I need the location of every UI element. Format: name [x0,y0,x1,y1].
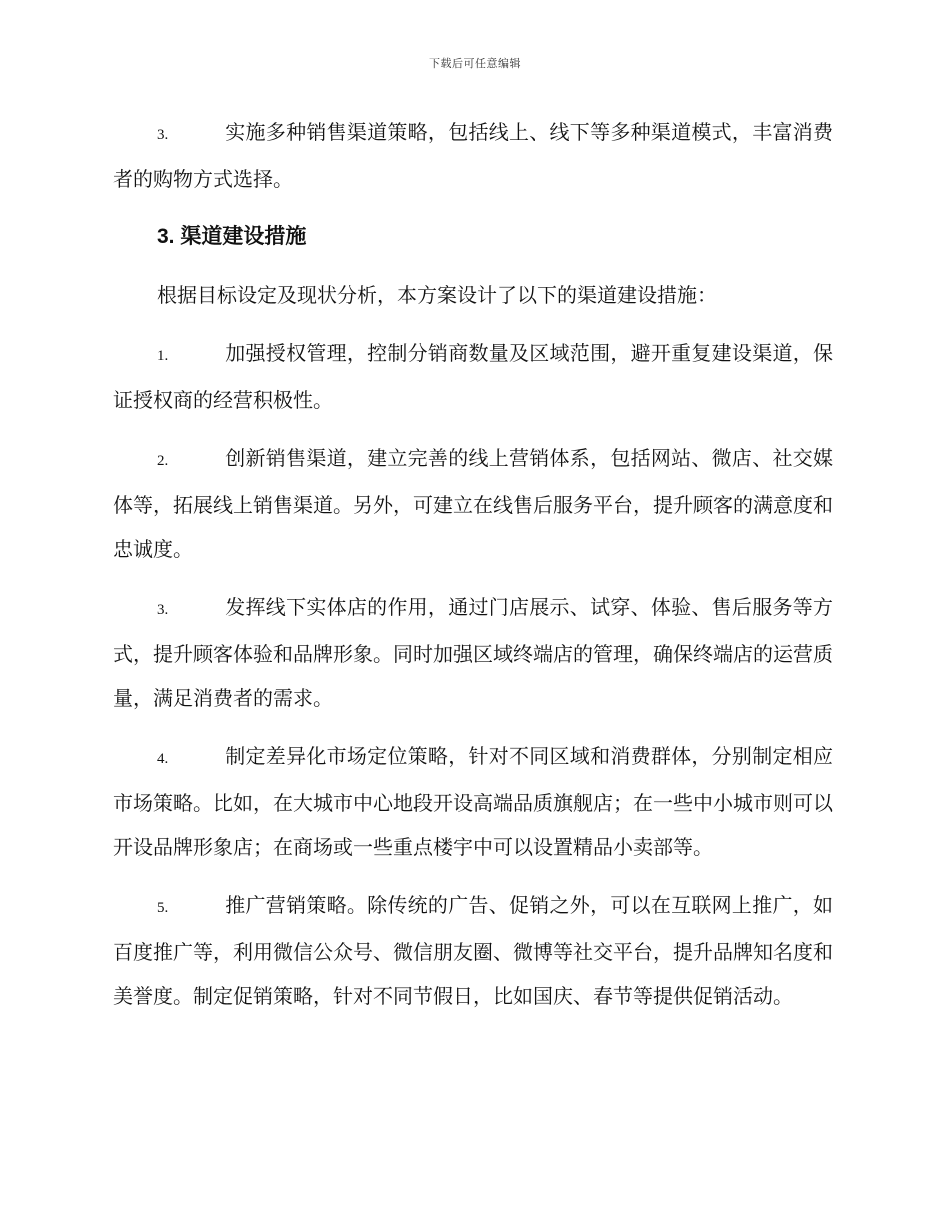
list-item-number: 4. [157,751,169,767]
list-item [113,436,833,571]
page-header: 下载后可任意编辑 [429,57,521,70]
list-item-number: 2. [157,453,169,469]
list-item-text: 创新销售渠道，建立完善的线上营销体系，包括网站、微店、社交媒体等，拓展线上销售渠道。另外，可建立在线售后服务平台，提升顾客的满意度和忠诚度。 [113,446,833,561]
list-item [113,331,833,422]
list-item-text: 发挥线下实体店的作用，通过门店展示、试穿、体验、售后服务等方式，提升顾客体验和品牌形象。同时加强区域终端店的管理，确保终端店的运营质量，满足消费者的需求。 [113,595,833,710]
list-item [113,883,833,1018]
list-item [113,734,833,869]
intro-paragraph: 根据目标设定及现状分析，本方案设计了以下的渠道建设措施： [157,283,717,307]
list-item-number: 5. [157,900,169,916]
list-item-text: 实施多种销售渠道策略，包括线上、线下等多种渠道模式，丰富消费者的购物方式选择。 [113,120,833,191]
list-item-number: 3. [157,602,169,618]
section-heading: 3. 渠道建设措施 [157,225,307,248]
document-body [113,110,833,1032]
list-item-number: 1. [157,348,169,364]
list-item-number: 3. [157,127,169,143]
list-item-text: 制定差异化市场定位策略，针对不同区域和消费群体，分别制定相应市场策略。比如，在大城市中心地段开设高端品质旗舰店；在一些中小城市则可以开设品牌形象店；在商场或一些重点楼宇中可以设置精品小卖部等。 [113,744,833,859]
list-item [113,110,833,201]
list-item-text: 加强授权管理，控制分销商数量及区域范围，避开重复建设渠道，保证授权商的经营积极性。 [113,341,833,412]
list-item-text: 推广营销策略。除传统的广告、促销之外，可以在互联网上推广，如百度推广等，利用微信公众号、微信朋友圈、微博等社交平台，提升品牌知名度和美誉度。制定促销策略，针对不同节假日，比如国庆、春节等提供促销活动。 [113,893,833,1008]
list-item [113,585,833,720]
